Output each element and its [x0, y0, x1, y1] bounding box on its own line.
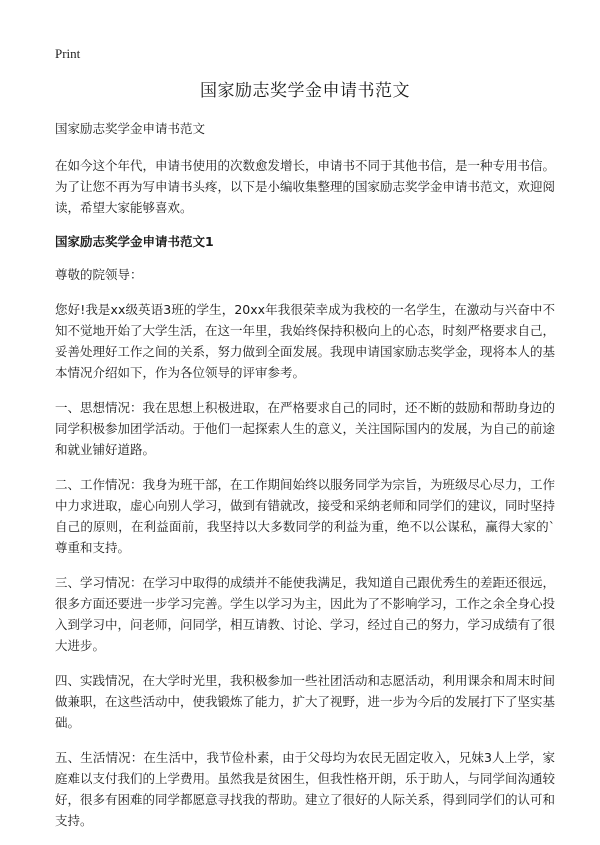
salutation: 尊敬的院领导： — [55, 267, 143, 282]
body-paragraph: 三、学习情况：在学习中取得的成绩并不能使我满足，我知道自己跟优秀生的差距还很远，很多方面还要进一步学习完善。学生以学习为主，因此为了不影响学习，工作之余全身心投入到学习中，问老师，问同学，相互请教、讨论、学习，经过自己的努力，学习成绩有了很大进步。 — [55, 575, 556, 653]
body-paragraph: 您好!我是xx级英语3班的学生，20xx年我很荣幸成为我校的一名学生，在激动与兴奋中不知不觉地开始了大学生活，在这一年里，我始终保持积极向上的心态，时刻严格要求自己，妥善处理好工作之间的关系，努力做到全面发展。我现申请国家励志奖学金，现将本人的基本情况介绍如下，作为各位领导的评审参考。 — [55, 302, 556, 380]
section-heading: 国家励志奖学金申请书范文1 — [55, 234, 214, 249]
document-subtitle: 国家励志奖学金申请书范文 — [55, 121, 206, 136]
document-body — [55, 76, 555, 845]
intro-paragraph: 在如今这个年代，申请书使用的次数愈发增长，申请书不同于其他书信，是一种专用书信。为了让您不再为写申请书头疼，以下是小编收集整理的国家励志奖学金申请书范文，欢迎阅读，希望大家能够喜欢。 — [55, 158, 556, 215]
body-paragraph: 二、工作情况：我身为班干部，在工作期间始终以服务同学为宗旨，为班级尽心尽力，工作中力求进取，虚心向别人学习，做到有错就改，接受和采纳老师和同学们的建议，同时坚持自己的原则，在利益面前，我坚持以大多数同学的利益为重，绝不以公谋私，赢得大家的`尊重和支持。 — [55, 477, 556, 555]
print-link[interactable]: Print — [55, 46, 81, 61]
body-paragraph: 四、实践情况，在大学时光里，我积极参加一些社团活动和志愿活动，利用课余和周末时间做兼职，在这些活动中，使我锻炼了能力，扩大了视野，进一步为今后的发展打下了坚实基础。 — [55, 673, 556, 730]
page-title: 国家励志奖学金申请书范文 — [200, 81, 410, 101]
body-paragraph: 一、思想情况：我在思想上积极进取，在严格要求自己的同时，还不断的鼓励和帮助身边的同学积极参加团学活动。于他们一起探索人生的意义，关注国际国内的发展，为自己的前途和就业铺好道路。 — [55, 400, 556, 457]
body-paragraph: 五、生活情况：在生活中，我节俭朴素，由于父母均为农民无固定收入，兄妹3人上学，家庭难以支付我们的上学费用。虽然我是贫困生，但我性格开朗，乐于助人，与同学间沟通较好，很多有困难的同学都愿意寻找我的帮助。建立了很好的人际关系，得到同学们的认可和支持。 — [55, 750, 556, 828]
